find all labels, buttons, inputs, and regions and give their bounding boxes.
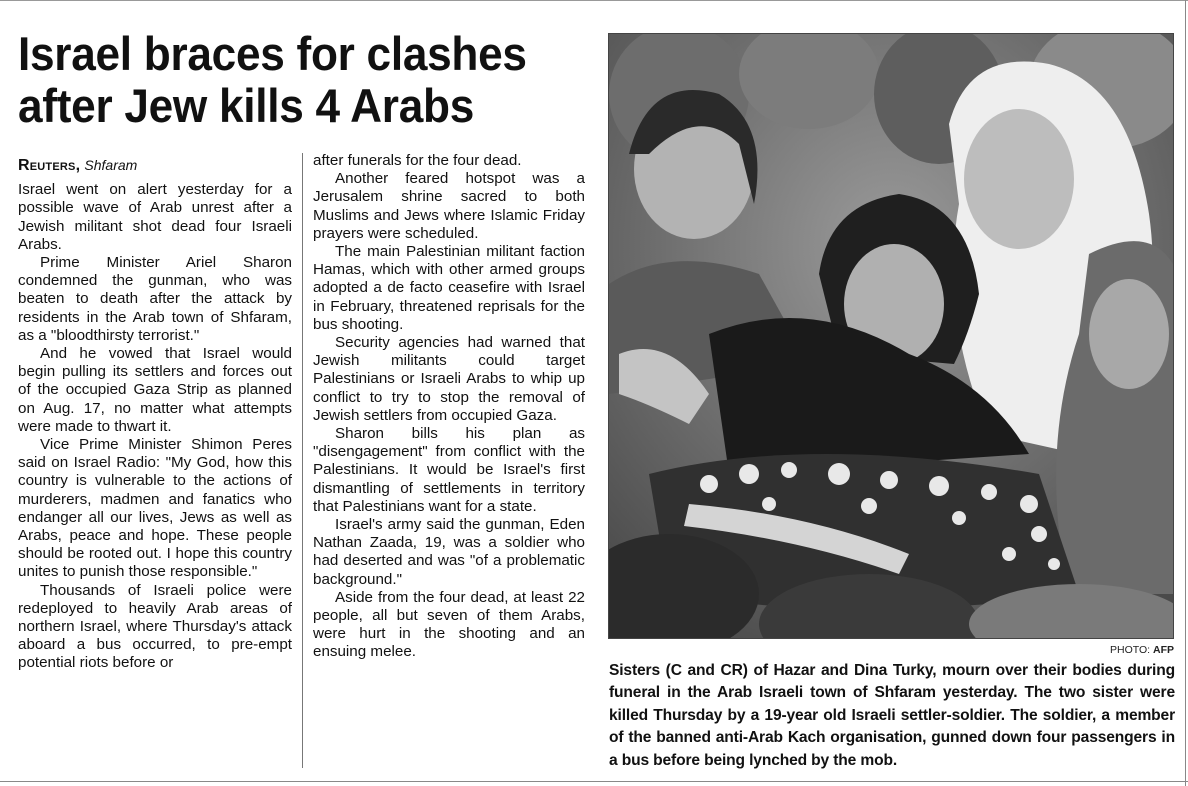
photo-credit [1040,644,1174,656]
paragraph: Vice Prime Minister Shimon Peres said on Israel Radio: "My God, how this country is vulnerable to the actions of murderers, madmen and fanatics who endanger all our lives, Jews as well as Arabs, peace and hope. These people should be rooted out. I hope this country unites to punish those responsible." [18,436,292,581]
paragraph: Another feared hotspot was a Jerusalem shrine sacred to both Muslims and Jews where Islamic Friday prayers were scheduled. [313,170,585,242]
article-column-1 [18,156,292,673]
article-column-2 [313,152,585,662]
paragraph: And he vowed that Israel would begin pulling its settlers and forces out of the occupied Gaza Strip as planned on Aug. 17, no matter what attempts were made to thwart it. [18,345,292,435]
paragraph: Sharon bills his plan as "disengagement" from conflict with the Palestinians. It would be Israel's first dismantling of settlements in territory that Palestinians want for a state. [313,425,585,515]
article-headline: Israel braces for clashes after Jew kills 4 Arabs [18,27,527,132]
news-photo [608,33,1174,639]
page-top-rule [0,0,1188,5]
photo-credit-label: PHOTO: [1110,644,1151,656]
paragraph: Israel went on alert yesterday for a possible wave of Arab unrest after a Jewish militant shot dead four Israeli Arabs. [18,181,292,253]
byline-place: Shfaram [84,157,138,173]
paragraph: Thousands of Israeli police were redeployed to heavily Arab areas of northern Israel, where Thursday's attack aboard a bus occurred, to pre-empt potential riots before or [18,581,292,672]
photo-credit-source: AFP [1153,644,1174,656]
paragraph: Israel's army said the gunman, Eden Nathan Zaada, 19, was a soldier who had deserted and was "of a problematic background." [313,516,585,588]
page-right-rule [1185,0,1186,786]
page-bottom-rule [0,781,1188,782]
paragraph: Security agencies had warned that Jewish militants could target Palestinians or Israeli Arabs to whip up conflict to try to stop the removal of Jewish settlers from occupied Gaza. [313,334,585,424]
paragraph: after funerals for the four dead. [313,152,522,169]
column-divider [302,153,303,768]
byline-agency: Reuters, [18,157,81,174]
paragraph: Aside from the four dead, at least 22 people, all but seven of them Arabs, were hurt in the shooting and an ensuing melee. [313,588,585,661]
paragraph: Prime Minister Ariel Sharon condemned the gunman, who was beaten to death after the attack by residents in the Arab town of Shfaram, as a "bloodthirsty terrorist." [18,254,292,344]
byline [18,156,292,175]
paragraph: The main Palestinian militant faction Hamas, which with other armed groups adopted a de facto ceasefire with Israel in February, threatened reprisals for the bus shooting. [313,243,585,333]
mourners-photo-illustration [609,34,1173,638]
photo-caption: Sisters (C and CR) of Hazar and Dina Turky, mourn over their bodies during funeral in the Arab Israeli town of Shfaram yesterday. The two sister were killed Thursday by a 19-year old Israeli settler-soldier. The soldier, a member of the banned anti-Arab Kach organisation, gunned down four passengers in a bus before being lynched by the mob. [609,662,1175,769]
